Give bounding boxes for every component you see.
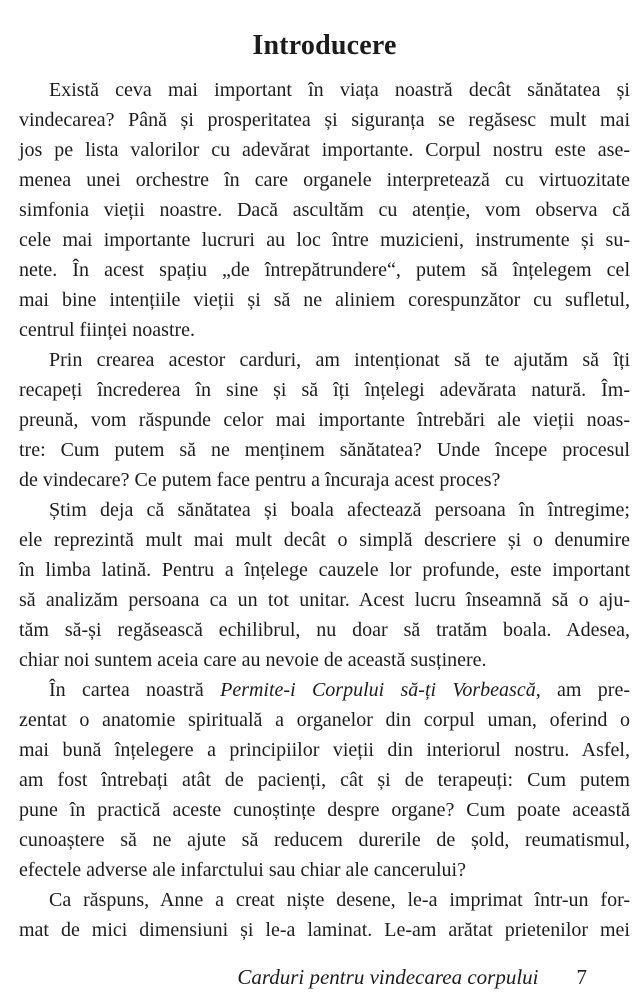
text-segment: tăm să-și regăsească echilibrul, nu doar să tratăm boala. Adesea, (19, 619, 630, 641)
text-line (19, 135, 630, 165)
text-line (19, 195, 630, 225)
page-title: Introducere (252, 29, 397, 61)
text-line (19, 645, 630, 675)
text-segment: Există ceva mai important în viața noastră decât sănătatea și (49, 79, 630, 101)
text-segment: cunoaștere să ne ajute să reducem durerile de șold, reumatismul, (19, 829, 630, 851)
text-segment: simfonia vieții noastre. Dacă ascultăm cu atenție, vom observa că (19, 199, 630, 221)
paragraph (19, 885, 630, 945)
text-line (19, 285, 630, 315)
text-line (19, 855, 630, 885)
page-number: 7 (576, 965, 587, 989)
text-line (19, 585, 630, 615)
text-segment: mai bine intențiile vieții și să ne aliniem corespunzător cu sufletul, (19, 289, 630, 311)
text-segment: să analizăm persoana ca un tot unitar. Acest lucru înseamnă să o aju- (19, 589, 630, 611)
text-segment: de vindecare? Ce putem face pentru a încuraja acest proces? (19, 469, 501, 491)
text-segment: vindecarea? Până și prosperitatea și siguranța se regăsesc mult mai (19, 109, 630, 131)
text-line (19, 825, 630, 855)
text-segment: Ca răspuns, Anne a creat niște desene, le-a imprimat într-un for- (49, 889, 630, 911)
text-line (19, 225, 630, 255)
text-segment: nete. În acest spațiu „de întrepătrundere“, putem să înțelegem cel (19, 259, 630, 281)
text-segment: jos pe lista valorilor cu adevărat importante. Corpul nostru este ase- (19, 139, 630, 161)
text-line (19, 345, 630, 375)
paragraph (19, 75, 630, 345)
text-segment: În cartea noastră (49, 679, 221, 701)
text-line (19, 165, 630, 195)
text-segment: , am pre- (535, 679, 630, 701)
footer-book-title: Carduri pentru vindecarea corpului (237, 965, 539, 989)
text-line (19, 555, 630, 585)
paragraph (19, 675, 630, 885)
text-segment: efectele adverse ale infarctului sau chiar ale cancerului? (19, 859, 466, 881)
text-line (19, 75, 630, 105)
text-line (19, 765, 630, 795)
running-footer (19, 963, 587, 991)
text-line (19, 435, 630, 465)
text-segment: Prin crearea acestor carduri, am intenționat să te ajutăm să îți (49, 349, 630, 371)
text-segment: centrul ființei noastre. (19, 319, 196, 341)
text-segment: Știm deja că sănătatea și boala afectează persoana în întregime; (49, 499, 630, 521)
text-segment: în limba latină. Pentru a înțelege cauzele lor profunde, este important (19, 559, 630, 581)
text-segment: mat de mici dimensiuni și le-a laminat. Le-am arătat prietenilor mei (19, 919, 630, 941)
text-line (19, 495, 630, 525)
text-line (19, 105, 630, 135)
text-segment: recapeți încrederea în sine și să îți înțelegi adevărata natură. Îm- (19, 379, 630, 401)
text-line (19, 885, 630, 915)
text-line (19, 705, 630, 735)
text-segment: menea unei orchestre în care organele interpretează cu virtuozitate (19, 169, 630, 191)
text-body (19, 75, 630, 945)
text-segment: cele mai importante lucruri au loc între muzicieni, instrumente și su- (19, 229, 630, 251)
text-segment: zentat o anatomie spirituală a organelor din corpul uman, oferind o (19, 709, 630, 731)
text-line (19, 525, 630, 555)
text-line (19, 405, 630, 435)
text-segment: pune în practică aceste cunoștințe despre organe? Cum poate această (19, 799, 630, 821)
text-segment: tre: Cum putem să ne menținem sănătatea? Unde începe procesul (19, 439, 630, 461)
paragraph (19, 345, 630, 495)
text-line (19, 615, 630, 645)
text-line (19, 675, 630, 705)
paragraph (19, 495, 630, 675)
text-segment: chiar noi suntem aceia care au nevoie de această susținere. (19, 649, 487, 671)
text-segment: am fost întrebați atât de pacienți, cât și de terapeuți: Cum putem (19, 769, 630, 791)
text-segment: ele reprezintă mult mai mult decât o simplă descriere și o denumire (19, 529, 630, 551)
text-segment: preună, vom răspunde celor mai importante întrebări ale vieții noas- (19, 409, 630, 431)
text-line (19, 375, 630, 405)
text-line (19, 465, 630, 495)
text-line (19, 735, 630, 765)
text-line (19, 795, 630, 825)
text-segment: mai bună înțelegere a principiilor vieții din interiorul nostru. Asfel, (19, 739, 630, 761)
text-line (19, 915, 630, 945)
inline-book-title: Permite-i Corpului să-ți Vorbească (220, 679, 536, 701)
text-line (19, 255, 630, 285)
text-line (19, 315, 630, 345)
